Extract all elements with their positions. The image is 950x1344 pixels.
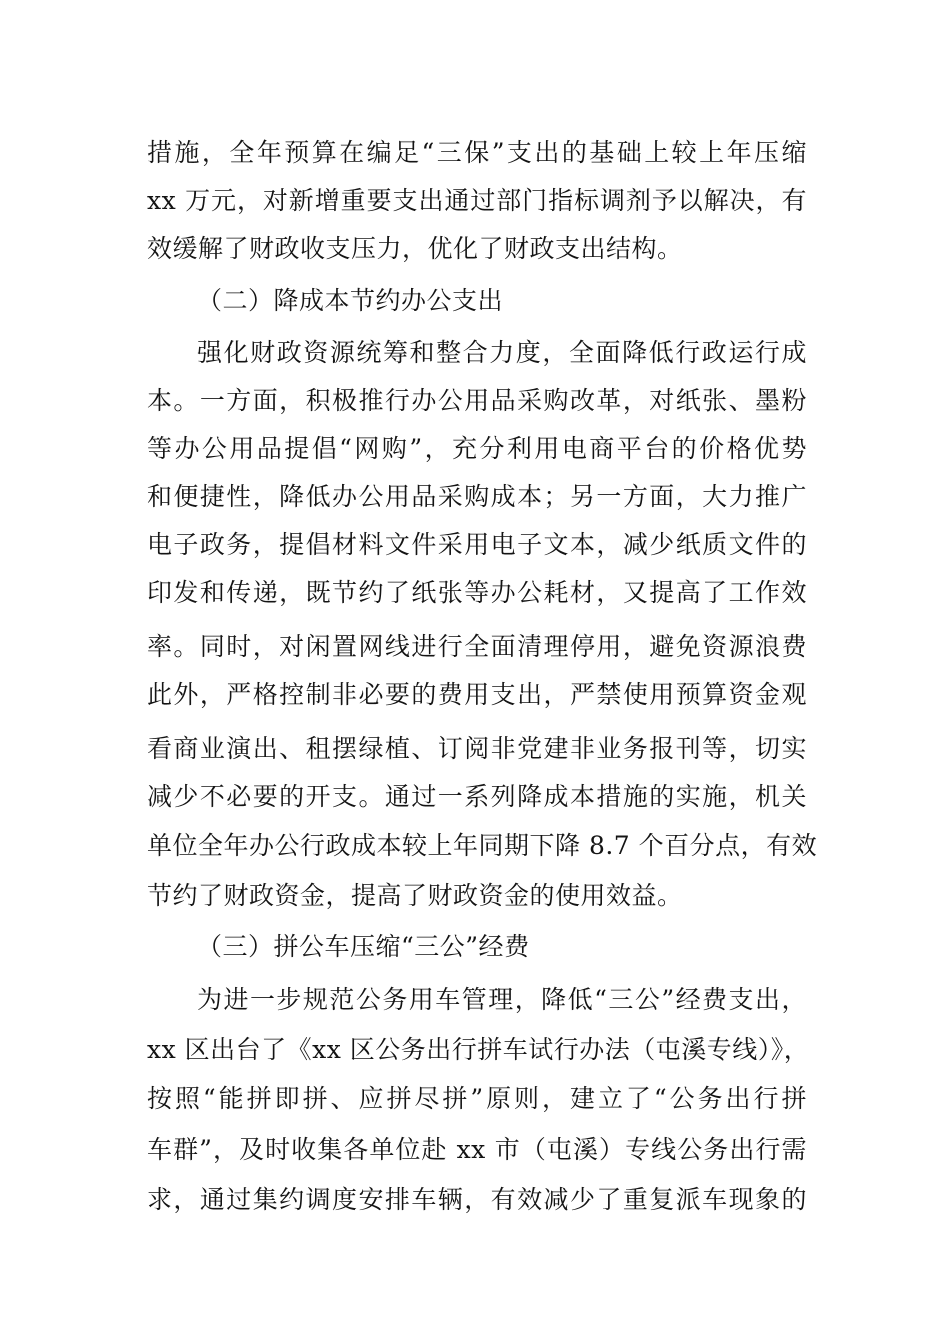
paragraph-line: 看商业演出、租摆绿植、订阅非党建非业务报刊等，切实: [147, 734, 807, 763]
paragraph-line: 按照“能拼即拼、应拼尽拼”原则，建立了“公务出行拼: [147, 1084, 807, 1113]
paragraph-line: 效缓解了财政收支压力，优化了财政支出结构。: [147, 234, 683, 263]
paragraph-line: 本。一方面，积极推行办公用品采购改革，对纸张、墨粉: [147, 386, 807, 415]
paragraph-line: 车群”，及时收集各单位赴 xx 市（屯溪）专线公务出行需: [147, 1135, 807, 1164]
paragraph-line: 等办公用品提倡“网购”，充分利用电商平台的价格优势: [147, 434, 807, 463]
paragraph-line: 措施，全年预算在编足“三保”支出的基础上较上年压缩: [147, 138, 807, 167]
paragraph-line: 单位全年办公行政成本较上年同期下降 8.7 个百分点，有效: [147, 831, 818, 860]
paragraph-line: 电子政务，提倡材料文件采用电子文本，减少纸质文件的: [147, 530, 807, 559]
paragraph-line: 率。同时，对闲置网线进行全面清理停用，避免资源浪费: [147, 632, 807, 661]
paragraph-line: xx 万元，对新增重要支出通过部门指标调剂予以解决，有: [147, 186, 807, 215]
paragraph-line: 此外，严格控制非必要的费用支出，严禁使用预算资金观: [147, 680, 807, 709]
paragraph-line: xx 区出台了《xx 区公务出行拼车试行办法（屯溪专线）》，: [147, 1035, 810, 1064]
section-heading-2: （二）降成本节约办公支出: [197, 286, 504, 315]
section-heading-3: （三）拼公车压缩“三公”经费: [197, 932, 530, 961]
paragraph-line: 为进一步规范公务用车管理，降低“三公”经费支出，: [197, 985, 807, 1014]
paragraph-line: 和便捷性，降低办公用品采购成本；另一方面，大力推广: [147, 482, 807, 511]
paragraph-line: 减少不必要的开支。通过一系列降成本措施的实施，机关: [147, 782, 807, 811]
paragraph-line: 求，通过集约调度安排车辆，有效减少了重复派车现象的: [147, 1185, 807, 1214]
paragraph-line: 强化财政资源统筹和整合力度，全面降低行政运行成: [197, 338, 807, 367]
paragraph-line: 印发和传递，既节约了纸张等办公耗材，又提高了工作效: [147, 578, 807, 607]
paragraph-line: 节约了财政资金，提高了财政资金的使用效益。: [147, 881, 683, 910]
